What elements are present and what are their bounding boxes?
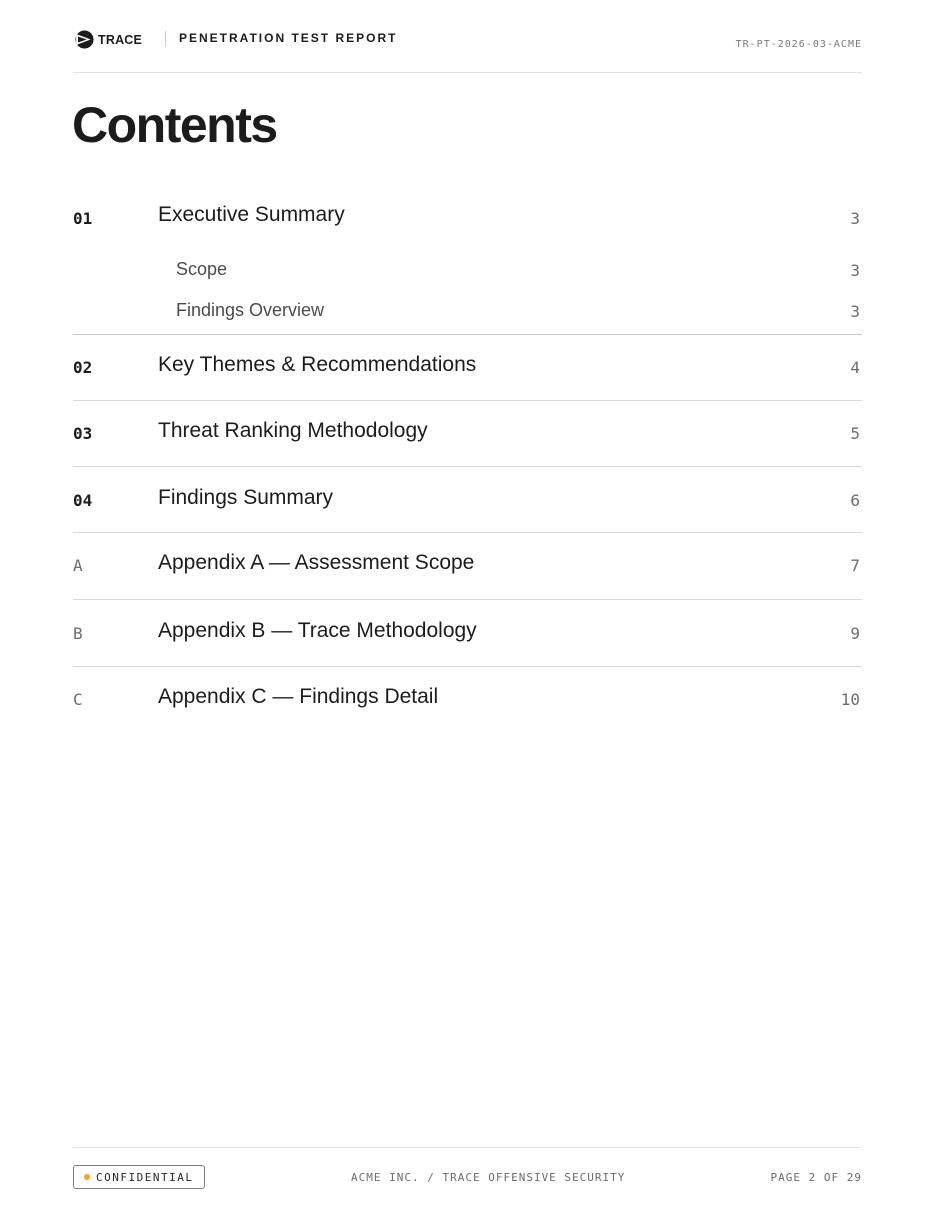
footer-organization: ACME INC. / TRACE OFFENSIVE SECURITY	[351, 1171, 626, 1184]
toc-subentry-page: 3	[850, 261, 860, 280]
toc-entry-number: A	[73, 556, 83, 575]
brand-name: TRACE	[98, 32, 143, 47]
toc-entry-page: 3	[850, 209, 860, 228]
trace-play-logo-icon	[75, 30, 94, 49]
page-header	[73, 28, 862, 73]
toc-entry-title: Appendix B — Trace Methodology	[158, 619, 477, 642]
toc-subentry-title: Scope	[176, 259, 228, 279]
toc-entry-title: Executive Summary	[158, 203, 345, 226]
report-page	[73, 0, 862, 1210]
toc-entry-page: 5	[850, 424, 860, 443]
toc-entry-key-themes[interactable]	[73, 334, 862, 400]
toc-entry-threat-ranking[interactable]	[73, 400, 862, 466]
page-number: PAGE 2 OF 29	[770, 1171, 862, 1184]
brand-logo	[75, 30, 142, 49]
toc-entry-number: 04	[73, 491, 93, 510]
status-dot-icon	[84, 1174, 90, 1180]
toc-subentry-title: Findings Overview	[176, 300, 325, 320]
toc-entry-title: Key Themes & Recommendations	[158, 353, 477, 376]
toc-entry-appendix-c[interactable]	[73, 666, 862, 733]
toc-entry-number: B	[73, 624, 83, 643]
toc-subentry-findings-overview[interactable]	[73, 291, 862, 334]
confidential-label: CONFIDENTIAL	[96, 1170, 194, 1184]
toc-entry-number: 03	[73, 424, 93, 443]
toc-subentry-page: 3	[850, 302, 860, 321]
toc-entry-page: 10	[840, 690, 860, 709]
toc-entry-executive-summary[interactable]	[73, 184, 862, 250]
report-title: PENETRATION TEST REPORT	[179, 31, 398, 45]
toc-entry-number: C	[73, 690, 83, 709]
toc-subentry-scope[interactable]	[73, 250, 862, 291]
toc-entry-page: 6	[850, 491, 860, 510]
document-id: TR-PT-2026-03-ACME	[735, 39, 862, 50]
toc-entry-number: 01	[73, 209, 93, 228]
toc-entry-appendix-a[interactable]	[73, 532, 862, 599]
header-divider	[165, 31, 166, 47]
page-title: Contents	[72, 97, 277, 153]
toc-entry-findings-summary[interactable]	[73, 466, 862, 532]
toc-entry-page: 7	[850, 556, 860, 575]
toc-entry-page: 9	[850, 624, 860, 643]
toc-entry-appendix-b[interactable]	[73, 599, 862, 666]
confidential-badge	[73, 1165, 205, 1189]
toc-entry-number: 02	[73, 358, 93, 377]
table-of-contents	[73, 184, 862, 733]
toc-entry-title: Appendix C — Findings Detail	[158, 685, 439, 708]
toc-entry-title: Threat Ranking Methodology	[158, 419, 428, 442]
toc-entry-title: Findings Summary	[158, 486, 334, 509]
toc-entry-page: 4	[850, 358, 860, 377]
toc-entry-title: Appendix A — Assessment Scope	[158, 551, 475, 574]
page-footer	[73, 1147, 862, 1198]
